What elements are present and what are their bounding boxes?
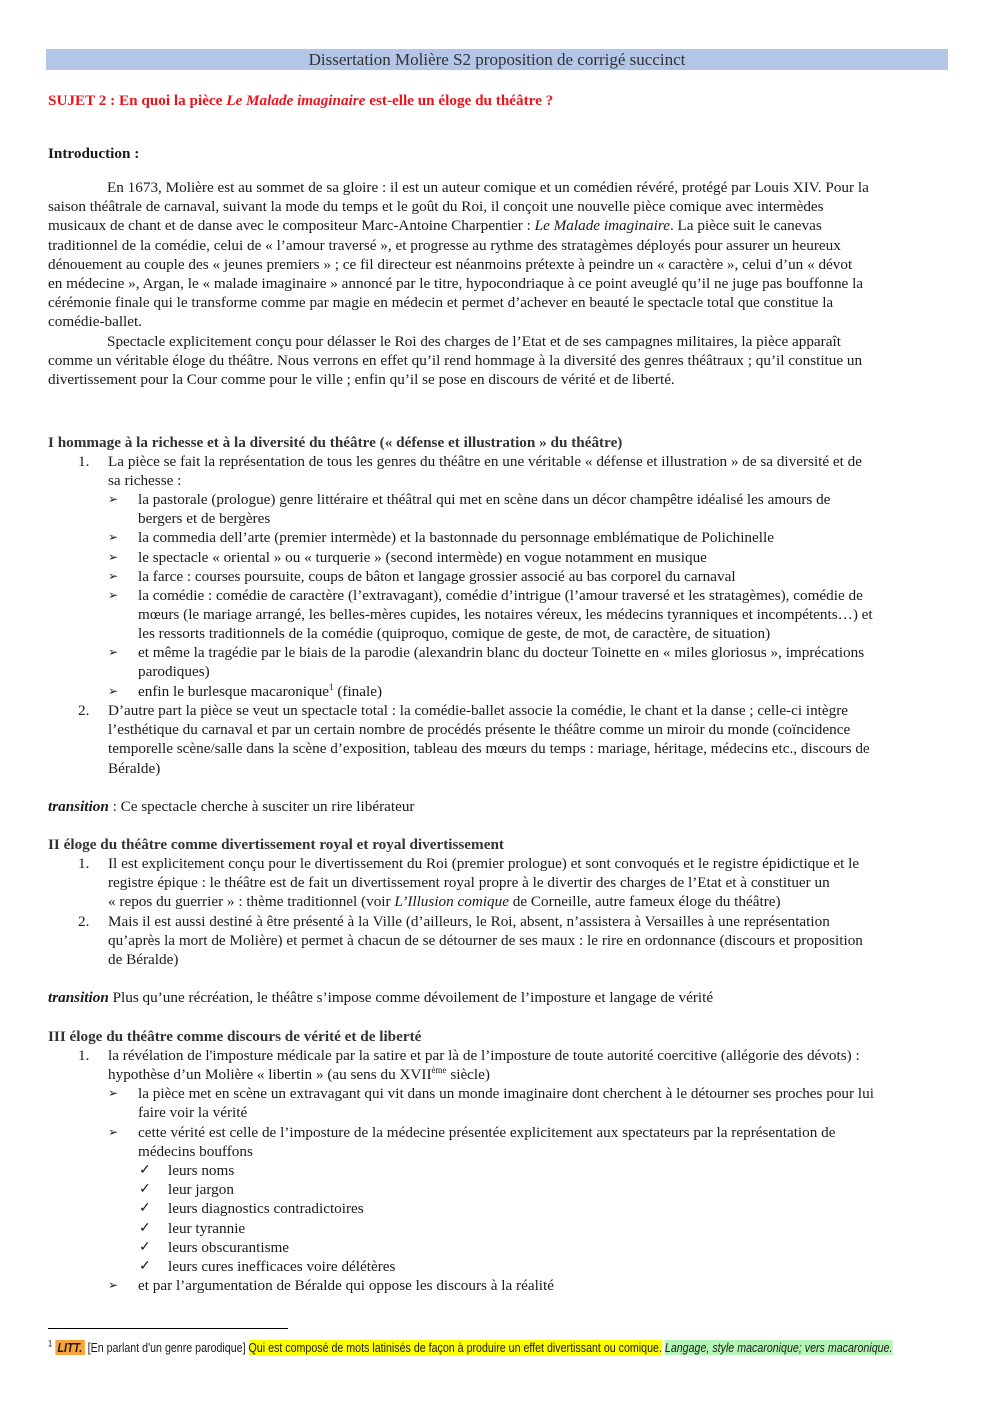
footnote-tag: LITT. xyxy=(55,1340,85,1355)
list-item: la commedia dell’arte (premier intermède) et la bastonnade du personnage emblématique de Polichinelle xyxy=(138,529,774,546)
section-3-heading: III éloge du théâtre comme discours de vérité et de liberté xyxy=(48,1028,422,1045)
list-number: 1. xyxy=(78,855,90,872)
text-line: En 1673, Molière est au sommet de sa gloire : il est un auteur comique et un comédien révéré, protégé par Louis XIV. Pour la xyxy=(107,179,869,196)
checkmark-icon: ✓ xyxy=(139,1240,151,1255)
section-1-heading: I hommage à la richesse et à la diversité du théâtre (« défense et illustration » du théâtre) xyxy=(48,434,623,451)
text-line: « repos du guerrier » : thème traditionnel (voir L’Illusion comique de Corneille, autre fameux éloge du théâtre) xyxy=(108,893,781,911)
text-line: médecins bouffons xyxy=(138,1143,253,1161)
text-line: parodiques) xyxy=(138,663,210,681)
text-line: comédie-ballet. xyxy=(48,313,143,331)
list-number: 2. xyxy=(78,702,90,719)
transition-2: transition Plus qu’une récréation, le théâtre s’impose comme dévoilement de l’imposture et langage de vérité xyxy=(48,989,714,1006)
list-item: et par l’argumentation de Béralde qui oppose les discours à la réalité xyxy=(138,1277,554,1294)
section-2-heading: II éloge du théâtre comme divertissement royal et royal divertissement xyxy=(48,836,504,853)
intro-paragraph-2 xyxy=(48,332,948,390)
list-item: la farce : courses poursuite, coups de bâton et langage grossier associé au bas corporel du carnaval xyxy=(138,568,736,585)
section-1-item-2 xyxy=(108,701,948,778)
text-line: traditionnel de la comédie, celui de « l’amour traversé », et progresse au rythme des stratagèmes déployés pour assurer un heureux xyxy=(48,236,841,254)
text-line: La pièce se fait la représentation de tous les genres du théâtre en une véritable « défense et illustration » de sa diversité et de xyxy=(108,453,863,470)
check-item: leur tyrannie xyxy=(168,1220,246,1237)
text-line: la pièce met en scène un extravagant qui vit dans un monde imaginaire dont cherchent à le détourner ses proches pour lui xyxy=(138,1085,874,1102)
arrow-bullet-icon: ➢ xyxy=(108,588,119,602)
section-3-item-1 xyxy=(108,1046,948,1084)
text-line: saison théâtrale de carnaval, suivant la mode du temps et le goût du Roi, il conçoit une nouvelle pièce comique avec intermèdes xyxy=(48,198,824,216)
text-line: la révélation de l'imposture médicale par la satire et par là de l’imposture de toute autorité coercitive (allégorie des dévots) : xyxy=(108,1047,860,1064)
sujet-heading: SUJET 2 : En quoi la pièce Le Malade imaginaire est-elle un éloge du théâtre ? xyxy=(48,92,554,109)
text-line: temporelle scène/salle dans la scène d’exposition, tableau des mœurs du temps : mariage, héritage, médecins etc., discours de xyxy=(108,740,870,758)
text-line: D’autre part la pièce se veut un spectacle total : la comédie-ballet associe la comédie, le chant et la danse ; celle-ci intègre xyxy=(108,702,849,719)
footnote: $^1$ LITT. [En parlant d'un genre parodique] Qui est composé de mots latinisés de façon à produire un effet divertissant ou comique. Langage, style macaronique; vers macaronique. xyxy=(48,1338,893,1355)
text-line: qu’après la mort de Molière) et permet à chacun de se détourner de ses maux : le rire en ordonnance (discours et proposition xyxy=(108,932,863,950)
check-item: leurs diagnostics contradictoires xyxy=(168,1200,364,1217)
text-line: comme un véritable éloge du théâtre. Nous verrons en effet qu’il rend hommage à la diversité des genres théâtraux ; qu’il constitue un xyxy=(48,352,863,370)
arrow-bullet-icon: ➢ xyxy=(108,1278,119,1292)
list-number: 1. xyxy=(78,1047,90,1064)
arrow-bullet-icon: ➢ xyxy=(108,569,119,583)
section-2-item-1 xyxy=(108,854,948,912)
footnote-reference[interactable]: 1 xyxy=(329,681,334,692)
text-line: Béralde) xyxy=(108,759,161,777)
list-item xyxy=(138,1123,948,1161)
check-item: leurs obscurantisme xyxy=(168,1239,290,1256)
text-line: dénouement au couple des « jeunes premiers » ; ce fil directeur est néanmoins prétexte à peindre un « caractère », celui d’un « dévot xyxy=(48,255,853,273)
list-item: enfin le burlesque macaronique$^1$ (finale) xyxy=(138,681,383,700)
arrow-bullet-icon: ➢ xyxy=(108,550,119,564)
list-number: 2. xyxy=(78,913,90,930)
text-line: Mais il est aussi destiné à être présenté à la Ville (d’ailleurs, le Roi, absent, n’assistera à Versailles à une représentation xyxy=(108,913,830,930)
section-2-item-2 xyxy=(108,912,948,970)
text-line: mœurs (le mariage arrangé, les belles-mères cupides, les notaires véreux, les médecins tyranniques et incompétents…) et xyxy=(138,606,873,624)
text-line: musicaux de chant et de danse avec le compositeur Marc-Antoine Charpentier : Le Malade imaginaire. La pièce suit le canevas xyxy=(48,217,822,235)
list-item: le spectacle « oriental » ou « turquerie » (second intermède) en vogue notamment en musique xyxy=(138,549,707,566)
arrow-bullet-icon: ➢ xyxy=(108,492,119,506)
transition-1: transition : Ce spectacle cherche à susciter un rire libérateur xyxy=(48,798,415,815)
check-item: leur jargon xyxy=(168,1181,234,1198)
text-line: l’esthétique du carnaval et par un certain nombre de procédés présente le théâtre comme un miroir du monde (coïncidence xyxy=(108,721,851,739)
check-item: leurs cures inefficaces voire délétères xyxy=(168,1258,396,1275)
text-line: la comédie : comédie de caractère (l’extravagant), comédie d’intrigue (l’amour traversé et les stratagèmes), comédie de xyxy=(138,587,863,604)
text-line: Il est explicitement conçu pour le divertissement du Roi (premier prologue) et sont convoqués et le registre épidictique et le xyxy=(108,855,860,872)
text-line: sa richesse : xyxy=(108,472,182,490)
text-line: faire voir la vérité xyxy=(138,1104,248,1122)
intro-paragraph-1 xyxy=(48,178,948,332)
text-line: Spectacle explicitement conçu pour délasser le Roi des charges de l’Etat et de ses campagnes militaires, la pièce apparaît xyxy=(107,333,841,350)
text-line: cérémonie finale qui le transforme comme par magie en médecin et permet d’achever en beauté le spectacle total que constitue la xyxy=(48,294,834,312)
section-1-item-1 xyxy=(108,452,948,490)
footnote-separator xyxy=(48,1328,288,1329)
introduction-heading: Introduction : xyxy=(48,145,140,162)
checkmark-icon: ✓ xyxy=(139,1163,151,1178)
list-item xyxy=(138,1084,948,1122)
list-item xyxy=(138,643,948,681)
arrow-bullet-icon: ➢ xyxy=(108,684,119,698)
text-line: cette vérité est celle de l’imposture de la médecine présentée explicitement aux spectateurs par la représentation de xyxy=(138,1124,836,1141)
list-item xyxy=(138,490,948,528)
text-line: et même la tragédie par le biais de la parodie (alexandrin blanc du docteur Toinette en « miles gloriosus », imprécations xyxy=(138,644,865,661)
text-line: hypothèse d’un Molière « libertin » (au sens du XVIIème siècle) xyxy=(108,1065,490,1084)
checkmark-icon: ✓ xyxy=(139,1182,151,1197)
arrow-bullet-icon: ➢ xyxy=(108,1086,119,1100)
text-line: divertissement pour la Cour comme pour le ville ; enfin qu’il se pose en discours de vérité et de liberté. xyxy=(48,371,675,389)
text-line: bergers et de bergères xyxy=(138,510,271,528)
checkmark-icon: ✓ xyxy=(139,1201,151,1216)
footnote-example: Langage, style macaronique; vers macaronique. xyxy=(664,1340,893,1355)
arrow-bullet-icon: ➢ xyxy=(108,530,119,544)
list-number: 1. xyxy=(78,453,90,470)
text-line: la pastorale (prologue) genre littéraire et théâtral qui met en scène dans un décor champêtre idéalisé les amours de xyxy=(138,491,831,508)
check-item: leurs noms xyxy=(168,1162,235,1179)
checkmark-icon: ✓ xyxy=(139,1221,151,1236)
document-title: Dissertation Molière S2 proposition de corrigé succinct xyxy=(46,49,948,70)
arrow-bullet-icon: ➢ xyxy=(108,645,119,659)
text-line: registre épique : le théâtre est de fait un divertissement royal propre à le divertir des charges de l’Etat et à constituer un xyxy=(108,874,830,892)
list-item xyxy=(138,586,948,644)
text-line: en médecine », Argan, le « malade imaginaire » annoncé par le titre, hypocondriaque à ce point aveuglé qu’il ne juge pas bouffonne la xyxy=(48,275,864,293)
arrow-bullet-icon: ➢ xyxy=(108,1125,119,1139)
text-line: les ressorts traditionnels de la comédie (quiproquo, comique de geste, de mot, de caractère, de situation) xyxy=(138,625,771,643)
text-line: de Béralde) xyxy=(108,951,179,969)
checkmark-icon: ✓ xyxy=(139,1259,151,1274)
footnote-definition: Qui est composé de mots latinisés de façon à produire un effet divertissant ou comique. xyxy=(248,1340,662,1355)
